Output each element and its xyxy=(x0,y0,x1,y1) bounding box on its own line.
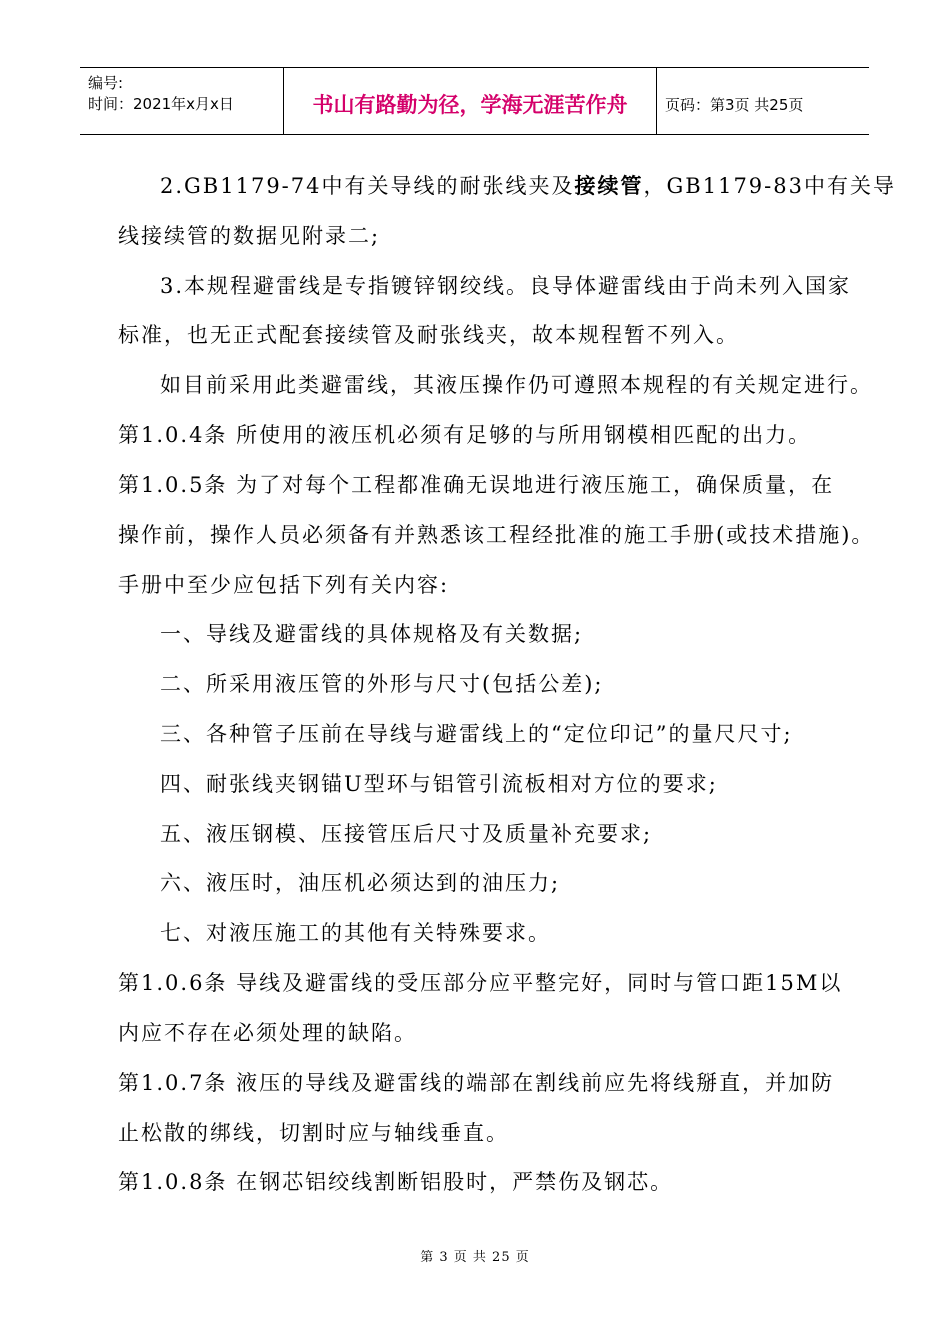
body-line: 第1.0.4条 所使用的液压机必须有足够的与所用钢模相匹配的出力。 xyxy=(118,423,812,447)
body-line: 六、液压时，油压机必须达到的油压力; xyxy=(160,871,561,895)
body-line: 3.本规程避雷线是专指镀锌钢绞线。良导体避雷线由于尚未列入国家 xyxy=(160,274,852,298)
header-meta xyxy=(80,68,283,134)
page-footer xyxy=(0,1246,950,1265)
body-line: 线接续管的数据见附录二; xyxy=(118,224,381,248)
body-line: 手册中至少应包括下列有关内容: xyxy=(118,573,450,597)
body-line: 一、导线及避雷线的具体规格及有关数据; xyxy=(160,622,584,646)
footer-page-number: 第 3 页 共 25 页 xyxy=(420,1250,530,1265)
body-line: 三、各种管子压前在导线与避雷线上的“定位印记”的量尺尺寸; xyxy=(160,722,793,746)
body-line: 第1.0.5条 为了对每个工程都准确无误地进行液压施工，确保质量，在 xyxy=(118,473,835,497)
body-line: 四、耐张线夹钢锚U型环与铝管引流板相对方位的要求; xyxy=(160,772,718,796)
body-line: 标准，也无正式配套接续管及耐张线夹，故本规程暂不列入。 xyxy=(118,323,739,347)
document-number-label: 编号: xyxy=(88,74,124,92)
bold-term: 接续管 xyxy=(574,173,644,198)
body-line: 止松散的绑线，切割时应与轴线垂直。 xyxy=(118,1121,509,1145)
header-motto: 书山有路勤为径，学海无涯苦作舟 xyxy=(283,68,657,134)
body-line: 七、对液压施工的其他有关特殊要求。 xyxy=(160,921,551,945)
body-line: 如目前采用此类避雷线，其液压操作仍可遵照本规程的有关规定进行。 xyxy=(160,373,873,397)
header-page-label: 页码：第3页 共25页 xyxy=(665,95,804,114)
body-line: 五、液压钢模、压接管压后尺寸及质量补充要求; xyxy=(160,822,653,846)
body-line: 操作前，操作人员必须备有并熟悉该工程经批准的施工手册(或技术措施)。 xyxy=(118,523,875,547)
body-line: 第1.0.6条 导线及避雷线的受压部分应平整完好，同时与管口距15M以 xyxy=(118,971,843,995)
body-line: 第1.0.7条 液压的导线及避雷线的端部在割线前应先将线掰直，并加防 xyxy=(118,1071,835,1095)
body-line: 2.GB1179-74中有关导线的耐张线夹及接续管，GB1179-83中有关导 xyxy=(160,173,896,198)
page-header xyxy=(80,67,869,135)
body-line: 内应不存在必须处理的缺陷。 xyxy=(118,1021,417,1045)
document-date-label: 时间：2021年x月x日 xyxy=(88,95,234,113)
body-line: 第1.0.8条 在钢芯铝绞线割断铝股时，严禁伤及钢芯。 xyxy=(118,1170,674,1194)
body-line: 二、所采用液压管的外形与尺寸(包括公差); xyxy=(160,672,604,696)
